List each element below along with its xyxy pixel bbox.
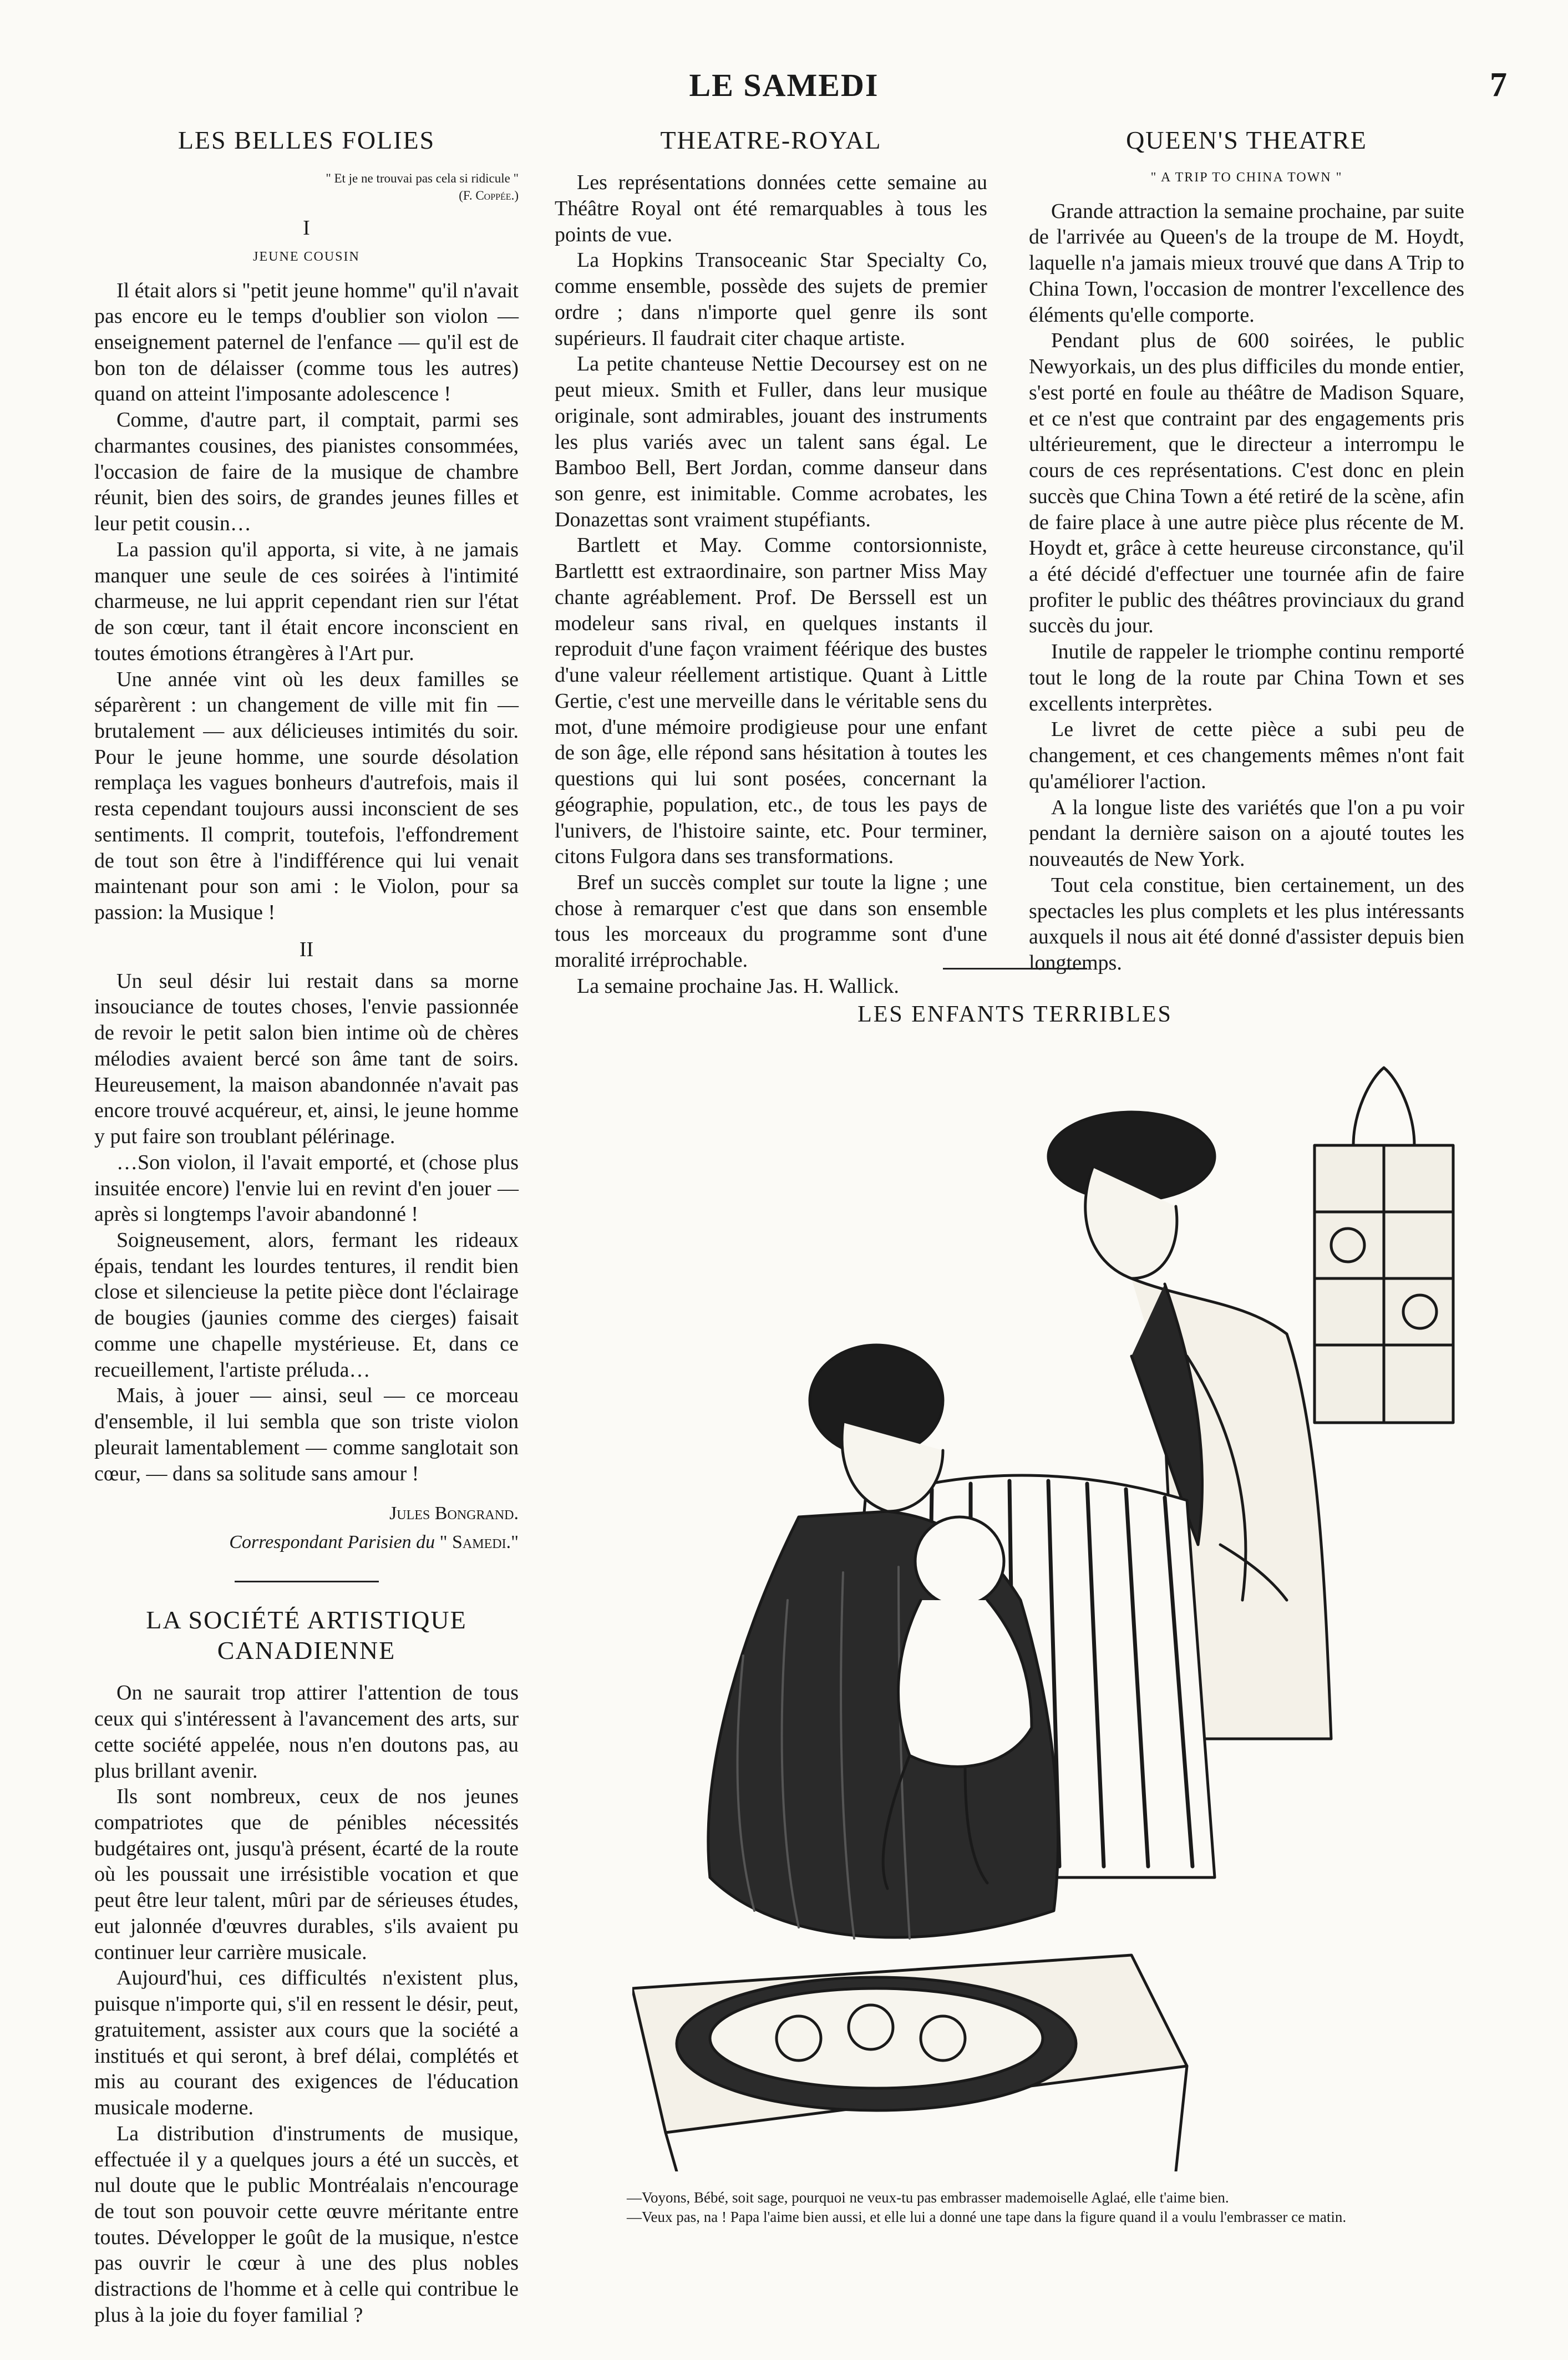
divider [235, 1581, 379, 1582]
paragraph: Mais, à jouer — ainsi, seul — ce morceau d'ensemble, il lui sembla que son triste violon pleurait lamentablement — comme sanglotait son cœur, — dans sa solitude sans amour ! [94, 1384, 519, 1485]
column-2 [555, 125, 987, 999]
paragraph: Ils sont nombreux, ceux de nos jeunes compatriotes que de pénibles nécessités budgétaires ont, jusqu'à présent, écarté de la route où les poussait une irrésistible vocation et que peut être leur talent, mûri par de sérieuses études, eut jalonnée d'œuvres durables, s'ils avaient pu continuer leur carrière musicale. [94, 1785, 519, 1964]
article-title-belles-folies: LES BELLES FOLIES [177, 126, 435, 154]
paragraph: Le livret de cette pièce a subi peu de changement, et ces changements mêmes n'ont fait qu'améliorer l'action. [1029, 718, 1464, 793]
section-numeral-2: II [299, 937, 314, 961]
epigraph [94, 170, 519, 204]
paragraph: Comme, d'autre part, il comptait, parmi ses charmantes cousines, des pianistes consommées, l'occasion de faire de la musique de chambre réunit, bien des soirs, de grandes jeunes filles et leur petit cousin… [94, 408, 519, 536]
caption-line: —Veux pas, na ! Papa l'aime bien aussi, et elle lui a donné une tape dans la figure quand il a voulu l'embrasser ce matin. [627, 2209, 1347, 2226]
masthead: LE SAMEDI [689, 67, 879, 103]
child-head [915, 1517, 1004, 1606]
paragraph: La semaine prochaine Jas. H. Wallick. [577, 974, 899, 998]
correspondent-line [94, 1531, 519, 1554]
epigraph-quote: " Et je ne trouvai pas cela si ridicule " [326, 171, 519, 186]
section-subtitle: JEUNE COUSIN [253, 250, 360, 265]
paragraph: Les représentations données cette semaine au Théâtre Royal ont été remarquables à tous les points de vue. [555, 171, 987, 246]
correspondent-prefix: Correspondant Parisien du [229, 1532, 435, 1553]
paragraph: On ne saurait trop attirer l'attention de tous ceux qui s'intéressent à l'avancement des arts, sur cette société appelée, nous n'en doutons pas, au plus brillant avenir. [94, 1681, 519, 1783]
vase [1353, 1068, 1414, 1145]
column-3 [1029, 125, 1464, 976]
correspondent-paper: " Samedi." [439, 1532, 519, 1553]
paragraph: La distribution d'instruments de musique, effectuée il y a quelques jours a été un succès, et nul doute que le public Montréalais n'encourage de tout son pouvoir cette œuvre méritante entre toutes. Développer le goût de la musique, n'estce pas ouvrir le cœur à une des plus nobles distractions de l'homme et à celle qui contribue le plus à la joie du foyer familial ? [94, 2122, 519, 2327]
section-numeral-1: I [303, 216, 310, 240]
illustration-caption [627, 2188, 1470, 2227]
paragraph: A la longue liste des variétés que l'on a pu voir pendant la dernière saison on a ajouté toutes les nouveautés de New York. [1029, 795, 1464, 871]
paragraph: Il était alors si "petit jeune homme" qu'il n'avait pas encore eu le temps d'oublier son violon — enseignement paternel de l'enfance — qu'il est de bon ton de délaisser (comme tous les autres) quand on atteint l'imposante adolescence ! [94, 278, 519, 406]
epigraph-source: (F. Coppée.) [459, 189, 519, 203]
author-signature: Jules Bongrand. [389, 1503, 519, 1524]
paragraph: Bref un succès complet sur toute la ligne ; une chose à remarquer c'est que dans son ensemble tous les morceaux du programme sont d'une moralité irréprochable. [555, 871, 987, 972]
article-title-queens-theatre: QUEEN'S THEATRE [1126, 126, 1367, 154]
paragraph: Pendant plus de 600 soirées, le public Newyorkais, un des plus difficiles du monde entier, s'est porté en foule au théâtre de Madison Square, et ce n'est que contraint par des engagements pris ultérieurement, que le directeur a interrompu le cours de ces représentations. C'est donc en plein succès que China Town a été retiré de la scène, afin de faire place à une autre pièce plus récente de M. Hoydt et, grâce à cette heureuse circonstance, qu'il a été décidé d'effectuer une tournée afin de faire profiter le public des théâtres provinciaux du grand succès du jour. [1029, 329, 1464, 638]
caption-line: —Voyons, Bébé, soit sage, pourquoi ne veux-tu pas embrasser mademoiselle Aglaé, elle t'aime bien. [627, 2189, 1229, 2206]
illustration-title: LES ENFANTS TERRIBLES [857, 1002, 1173, 1027]
paragraph: La petite chanteuse Nettie Decoursey est on ne peut mieux. Smith et Fuller, dans leur musique originale, sont admirables, jouant des instruments les plus variés avec un talent sans égal. Le Bamboo Bell, Bert Jordan, comme danseur dans son genre, est inimitable. Comme acrobates, les Donazettas sont vraiment stupéfiants. [555, 352, 987, 531]
paragraph: Grande attraction la semaine prochaine, par suite de l'arrivée au Queen's de la troupe de M. Hoydt, laquelle n'a jamais mieux trouvé que dans A Trip to China Town, l'occasion de montrer l'excellence des éléments qu'elle comporte. [1029, 199, 1464, 327]
article-title-societe-artistique: LA SOCIÉTÉ ARTISTIQUE CANADIENNE [146, 1605, 467, 1665]
paragraph: …Son violon, il l'avait emporté, et (chose plus insuitée encore) l'envie lui en revint d'en jouer — après si longtemps l'avoir abandonné ! [94, 1150, 519, 1226]
divider [943, 968, 1087, 970]
column-1 [94, 125, 519, 2328]
paragraph: La passion qu'il apporta, si vite, à ne jamais manquer une seule de ces soirées à l'intimité charmeuse, ne lui apprit cependant rien sur l'état de son cœur, tant il était encore inconscient en toutes émotions étrangères à l'Art pur. [94, 537, 519, 665]
paragraph: Inutile de rappeler le triomphe continu remporté tout le long de la route par China Town et ses excellents interprètes. [1029, 640, 1464, 715]
article-title-theatre-royal: THEATRE-ROYAL [660, 126, 882, 154]
paragraph: Aujourd'hui, ces difficultés n'existent plus, puisque n'importe qui, s'il en ressent le désir, peut, gratuitement, assister aux cours que la société a institués et qui seront, à bref délai, complétés et mis au courant des exigences de l'éducation musicale moderne. [94, 1966, 519, 2120]
paragraph: Tout cela constitue, bien certainement, un des spectacles les plus complets et les plus intéressants auxquels il nous ait été donné d'assister depuis bien longtemps. [1029, 873, 1464, 975]
illustration-drawing [632, 1045, 1475, 2171]
page-number: 7 [1490, 66, 1507, 104]
paragraph: Bartlett et May. Comme contorsionniste, Bartlettt est extraordinaire, son partner Miss May chante agréablement. Prof. De Berssell est un modeleur sans rival, en quelques instants il reproduit d'une façon vraiment féérique des bustes d'une valeur réellement artistique. Quant à Little Gertie, c'est une merveille dans le véritable sens du mot, d'une mémoire prodigieuse pour une enfant de son âge, elle répond sans hésitation à toutes les questions qui lui sont posées, concernant la géographie, population, etc., de tous les pays de l'univers, de l'histoire sainte, etc. Pour terminer, citons Fulgora dans ses transformations. [555, 534, 987, 869]
paragraph: Une année vint où les deux familles se séparèrent : un changement de ville mit fin — brutalement — aux délicieuses intimités du soir. Pour le jeune homme, une sourde désolation remplaça les vagues bonheurs d'autrefois, mais il resta cependant toujours aussi inconscient de ses sentiments. Il comprit, toutefois, l'effondrement de tout son être à l'indifférence qui lui venait maintenant pour son ami : le Violon, pour sa passion: la Musique ! [94, 667, 519, 925]
paragraph: Soigneusement, alors, fermant les rideaux épais, tendant les lourdes tentures, il rendit bien close et silencieuse la petite pièce dont l'éclairage de bougies (jaunies comme des cierges) faisait comme une chapelle mystérieuse. Et, dans ce recueillement, l'artiste préluda… [94, 1228, 519, 1382]
paragraph: Un seul désir lui restait dans sa morne insouciance de toutes choses, l'envie passionnée de revoir le petit salon bien intime où de chères mélodies avaient bercé son âme tant de soirs. Heureusement, la maison abandonnée n'avait pas encore trouvé acquéreur, et, ainsi, le jeune homme y put faire son troublant pélérinage. [94, 969, 519, 1149]
paragraph: La Hopkins Transoceanic Star Specialty Co, comme ensemble, possède des sujets de premier ordre ; dans n'importe quel genre ils sont supérieurs. Il faudrait citer chaque artiste. [555, 248, 987, 350]
article-subtitle: " A TRIP TO CHINA TOWN " [1150, 170, 1343, 185]
